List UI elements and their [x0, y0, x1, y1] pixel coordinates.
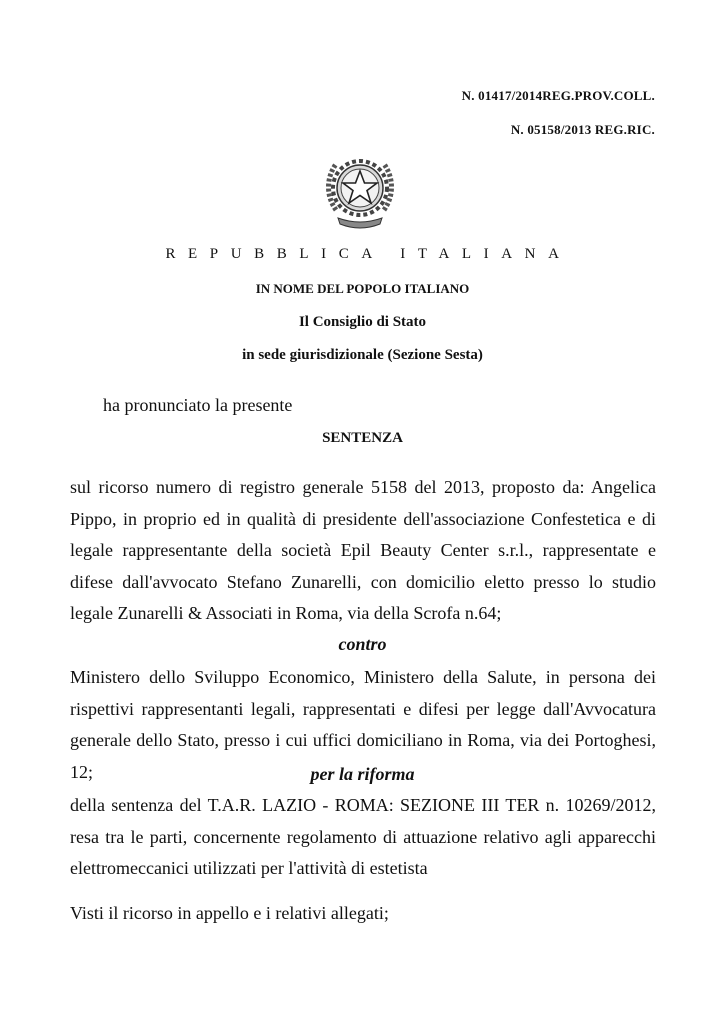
reform-subheading: per la riforma [310, 764, 415, 784]
council-heading: Il Consiglio di Stato [298, 314, 427, 330]
respondents-paragraph: Ministero dello Sviluppo Economico, Ministero della Salute, in persona dei rispettivi rappresentanti legali, rappresentati e difesi per legge dall'Avvocatura generale dello Stato, presso i cui uffici domiciliano in Roma, via dei Portoghesi, 12; [70, 667, 656, 782]
appeal-paragraph: sul ricorso numero di registro generale 5158 del 2013, proposto da: Angelica Pippo, in proprio ed in qualità di presidente dell'associazione Confestetica e di legale rappresentante della società Epil Beauty Center s.r.l., rappresentate e difese dall'avvocato Stefano Zunarelli, con domicilio eletto presso lo studio legale Zunarelli & Associati in Roma, via della Scrofa n.64; [70, 477, 656, 623]
section-heading: in sede giurisdizionale (Sezione Sesta) [242, 347, 483, 363]
people-heading: IN NOME DEL POPOLO ITALIANO [255, 281, 470, 296]
registry-number-coll: N. 01417/2014REG.PROV.COLL. [461, 88, 655, 103]
pronounced-line: ha pronunciato la presente [103, 395, 293, 415]
republic-heading: REPUBBLICA ITALIANA [165, 246, 572, 262]
seen-paragraph: Visti il ricorso in appello e i relativi allegati; [70, 903, 389, 923]
judgment-title: SENTENZA [322, 430, 403, 446]
italian-republic-emblem-icon [322, 148, 398, 230]
reform-paragraph: della sentenza del T.A.R. LAZIO - ROMA: SEZIONE III TER n. 10269/2012, resa tra le parti, concernente regolamento di attuazione relativo agli apparecchi elettromeccanici utilizzati per l'attività di estetista [70, 795, 656, 878]
registry-number-ric: N. 05158/2013 REG.RIC. [510, 122, 655, 137]
against-subheading: contro [338, 634, 387, 654]
